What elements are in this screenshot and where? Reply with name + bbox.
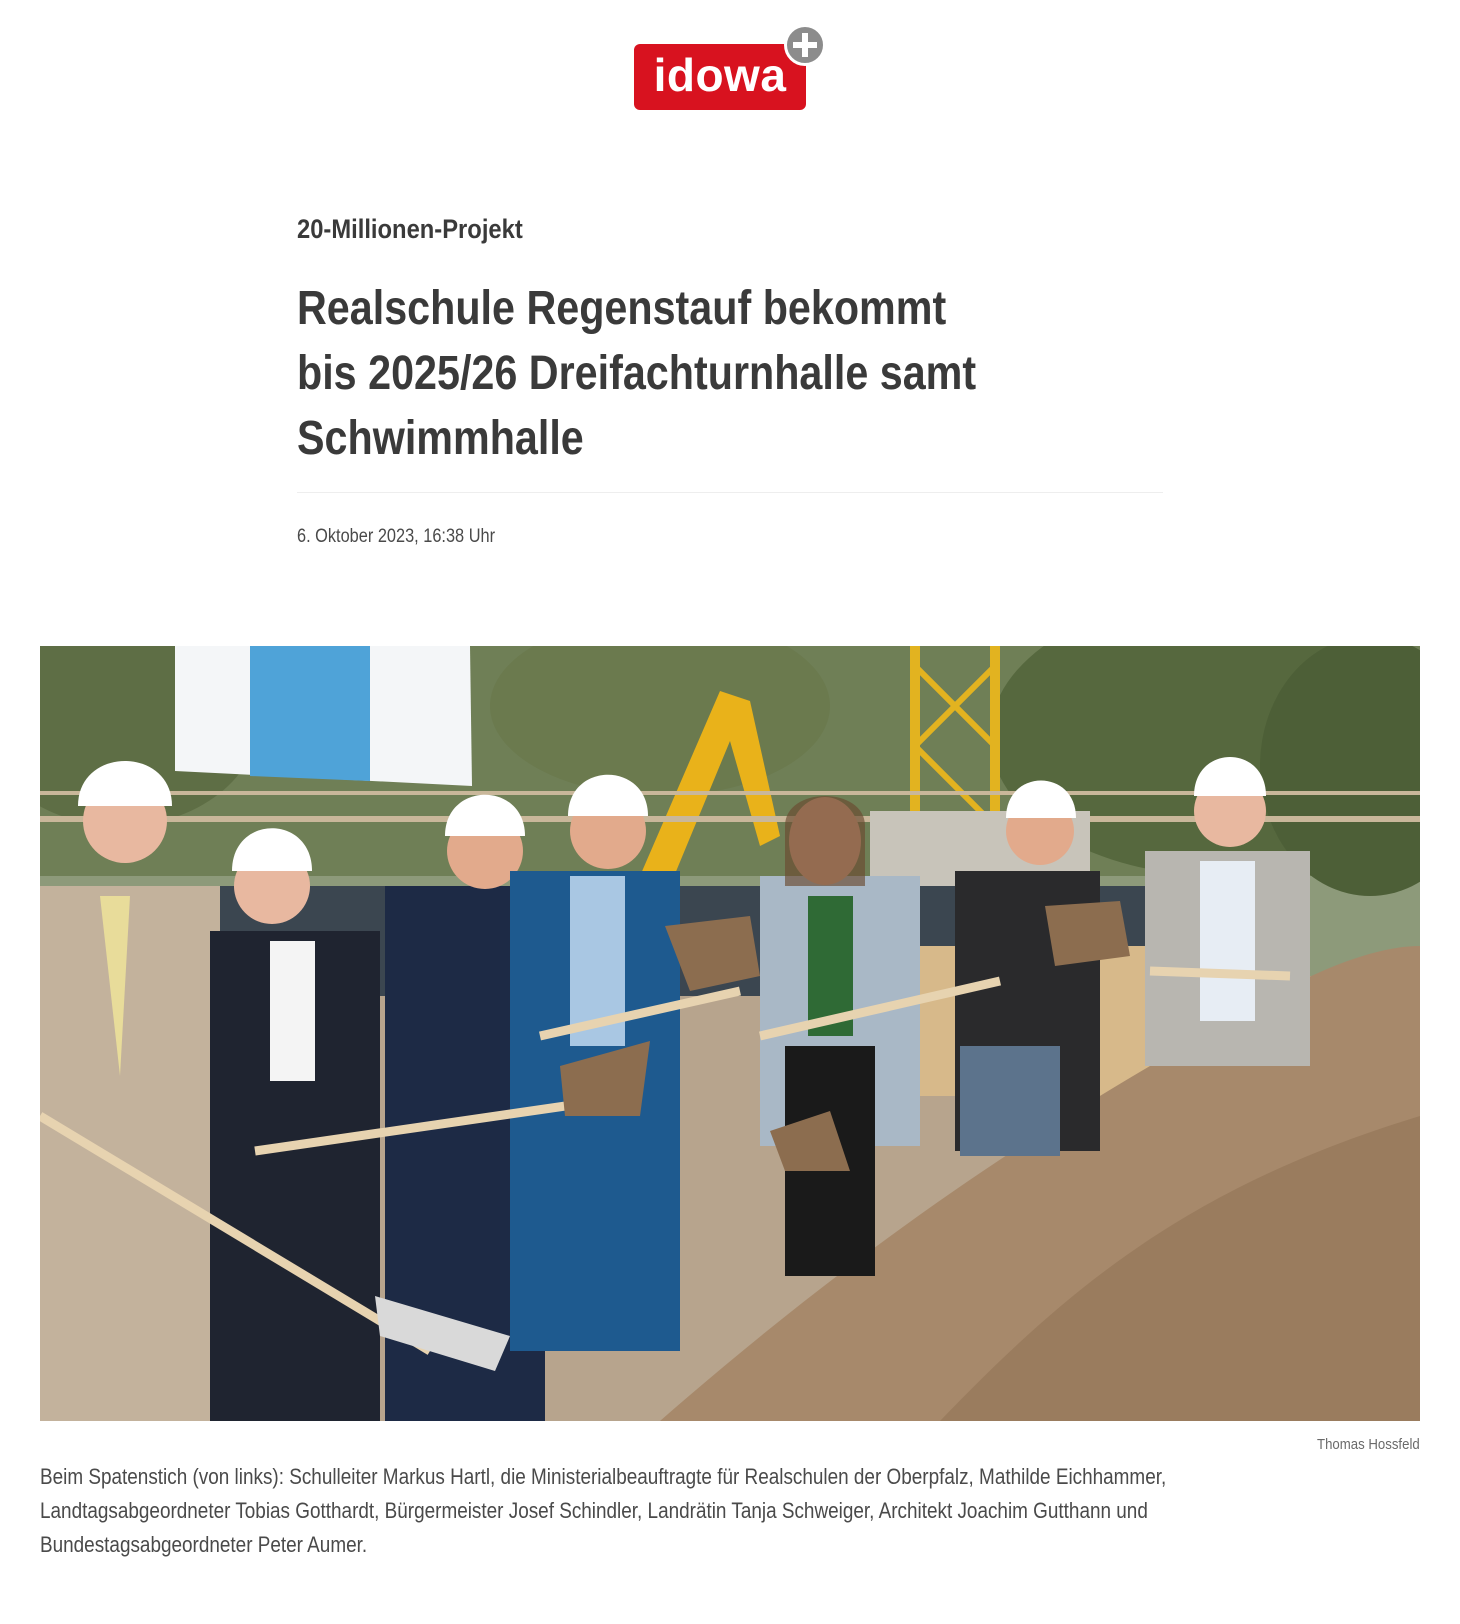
- article-dateline: 6. Oktober 2023, 16:38 Uhr: [297, 526, 496, 547]
- header-divider: [297, 492, 1163, 493]
- photo-caption: Beim Spatenstich (von links): Schulleiter Markus Hartl, die Ministerialbeauftragte für Realschulen der Oberpfalz, Mathilde Eichhammer, Landtagsabgeordneter Tobias Gotthardt, Bürgermeister Josef Schindler, Landrätin Tanja Schweiger, Architekt Joachim Gutthann und Bundestagsabgeordneter Peter Aumer.: [40, 1464, 1167, 1557]
- idowa-logo[interactable]: [634, 24, 828, 112]
- article-headline: Realschule Regenstauf bekommt bis 2025/26 Dreifachturnhalle samt Schwimmhalle: [297, 282, 977, 465]
- photo-credit: Thomas Hossfeld: [1317, 1436, 1420, 1453]
- article-kicker: 20-Millionen-Projekt: [297, 214, 523, 244]
- logo-text: idowa: [653, 49, 787, 101]
- plus-icon: [784, 24, 826, 66]
- groundbreaking-photo-illustration: [40, 646, 1420, 1421]
- article-photo[interactable]: [40, 646, 1420, 1421]
- logo-box: [634, 44, 806, 110]
